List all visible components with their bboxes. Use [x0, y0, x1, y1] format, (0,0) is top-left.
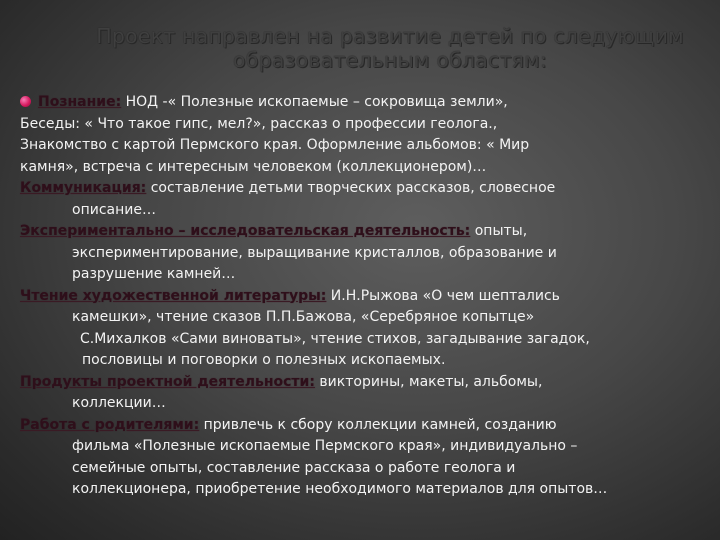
section-text: разрушение камней… [72, 266, 236, 282]
section-experimental [20, 221, 710, 286]
section-text: НОД -« Полезные ископаемые – сокровища земли», [121, 94, 508, 110]
section-text: Знакомство с картой Пермского края. Оформление альбомов: « Мир [20, 137, 530, 153]
section-text: С.Михалков «Сами виноваты», чтение стихов, загадывание загадок, [80, 330, 590, 347]
section-text: пословицы и поговорки о полезных ископаемых. [82, 352, 446, 368]
section-text: камня», встреча с интересным человеком (коллекционером)… [20, 158, 487, 175]
section-heading-communication: Коммуникация: [20, 180, 147, 196]
section-text: привлечь к сбору коллекции камней, созданию [199, 416, 557, 433]
section-reading [20, 286, 710, 372]
section-text: И.Н.Рыжова «О чем шептались [326, 287, 560, 304]
section-text: камешки», чтение сказов П.П.Бажова, «Серебряное копытце» [72, 309, 535, 325]
slide-body [20, 92, 710, 501]
section-cognition [20, 92, 710, 178]
section-text: Беседы: « Что такое гипс, мел?», рассказ о профессии геолога., [20, 115, 498, 132]
section-communication [20, 178, 710, 221]
section-text: семейные опыты, составление рассказа о работе геолога и [72, 459, 516, 476]
title-line-1: Проект направлен на развитие детей по следующим [96, 24, 684, 48]
section-text: фильма «Полезные ископаемые Пермского края», индивидуально – [72, 438, 578, 454]
section-text: опыты, [470, 223, 528, 239]
section-text: коллекции… [72, 395, 166, 411]
section-heading-cognition: Познание: [38, 94, 122, 110]
section-text: викторины, макеты, альбомы, [314, 373, 543, 390]
section-text: описание… [72, 201, 156, 218]
pink-circle-bullet-icon [20, 96, 31, 107]
section-parents [20, 415, 710, 501]
section-text: коллекционера, приобретение необходимого материалов для опытов… [72, 481, 608, 497]
slide-title [60, 24, 720, 72]
section-products [20, 372, 710, 415]
section-text: составление детьми творческих рассказов, словесное [146, 180, 556, 196]
section-heading-products: Продукты проектной деятельности: [20, 373, 315, 390]
title-line-2: образовательным областям: [233, 48, 547, 72]
section-text: экспериментирование, выращивание кристаллов, образование и [72, 244, 557, 261]
section-heading-reading: Чтение художественной литературы: [20, 287, 327, 304]
section-heading-experimental: Экспериментально – исследовательская деятельность: [20, 223, 471, 239]
section-heading-parents: Работа с родителями: [20, 416, 200, 433]
